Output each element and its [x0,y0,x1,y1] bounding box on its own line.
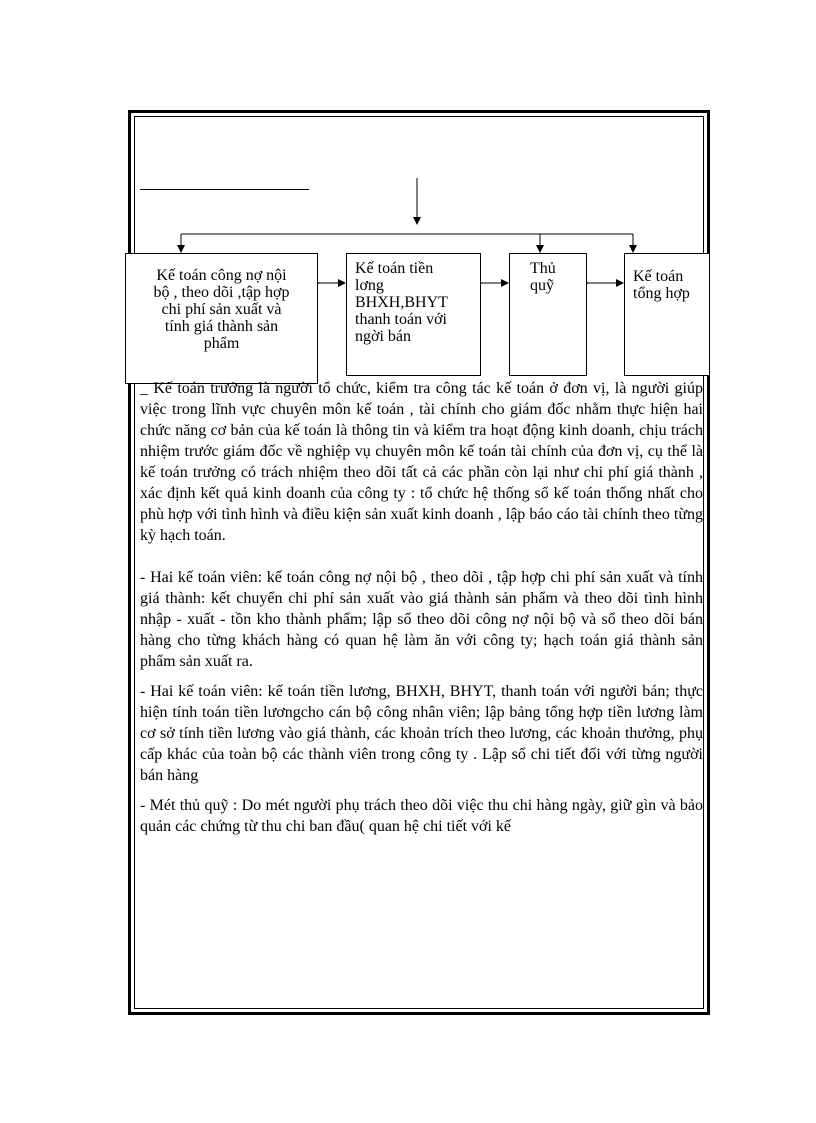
box-line: Thủ [530,260,556,277]
box-thu-quy [509,253,587,376]
paragraph-thu-quy: - Mét thủ quỹ : Do mét người phụ trách theo dõi việc thu chi hàng ngày, giữ gìn và bảo quản các chứng từ thu chi ban đầu( quan hệ chi tiết với kế [140,797,703,835]
box-line: BHXH,BHYT [355,294,448,311]
box-line: lơng [355,277,384,294]
box-ke-toan-tong-hop [624,253,710,376]
box-ke-toan-cong-no [125,253,318,384]
box-line: Kế toán công nợ nội [156,267,287,284]
box-line: bộ , theo dõi ,tập hợp [153,284,290,301]
box-line: phẩm [203,335,240,352]
paragraph-ke-toan-tien-luong: - Hai kế toán viên: kế toán tiền lương, BHXH, BHYT, thanh toán với người bán; thực hiện tính toán tiền lươngcho cán bộ công nhân viên; lập bảng tổng hợp tiền lương làm cơ sở tính tiền lương vào giá thành, các khoản trích theo lương, các khoản thưởng, phụ cấp khác của toàn bộ các thành viên trong công ty . Lập sổ chi tiết đối với từng người bán hàng [140,683,703,784]
box-line: Kế toán [633,268,684,285]
box-line: tính giá thành sản [164,318,279,335]
box-line: tổng hợp [633,285,690,302]
box-line: quỹ [530,277,554,294]
box-ke-toan-tien-luong [346,253,481,376]
paragraph-ke-toan-truong: _ Kế toán trưởng là người tổ chức, kiểm tra công tác kế toán ở đơn vị, là người giúp việc trong lĩnh vực chuyên môn kế toán , tài chính cho giám đốc nhằm thực hiện hai chức năng cơ bản của kế toán là thông tin và kiểm tra hoạt động kinh doanh, chịu trách nhiệm trước giám đốc về nghiệp vụ chuyên môn kế toán tài chính của đơn vị, cụ thể là kế toán trưởng có trách nhiệm theo dõi tất cả các phần còn lại như chi phí giá thành , xác định kết quả kinh doanh của công ty : tổ chức hệ thống sổ kế toán thống nhất cho phù hợp với tình hình và điều kiện sản xuất kinh doanh , lập báo cáo tài chính theo từng kỳ hạch toán. [140,380,703,544]
box-line: thanh toán với [355,311,447,328]
document-body [140,378,703,837]
paragraph-ke-toan-cong-no: - Hai kế toán viên: kế toán công nợ nội bộ , theo dõi , tập hợp chi phí sản xuất và tính giá thành: kết chuyển chi phí sản xuất vào giá thành sản phẩm và theo dõi tình hình nhập - xuất - tồn kho thành phẩm; lập sổ theo dõi công nợ nội bộ và sổ theo dõi bán hàng cho từng khách hàng có quan hệ làm ăn với công ty; hạch toán giá thành sản phẩm sản xuất ra. [140,569,703,670]
box-line: chi phí sản xuất và [161,301,282,318]
box-line: Kế toán tiền [355,260,434,277]
box-line: ngời bán [355,328,412,345]
